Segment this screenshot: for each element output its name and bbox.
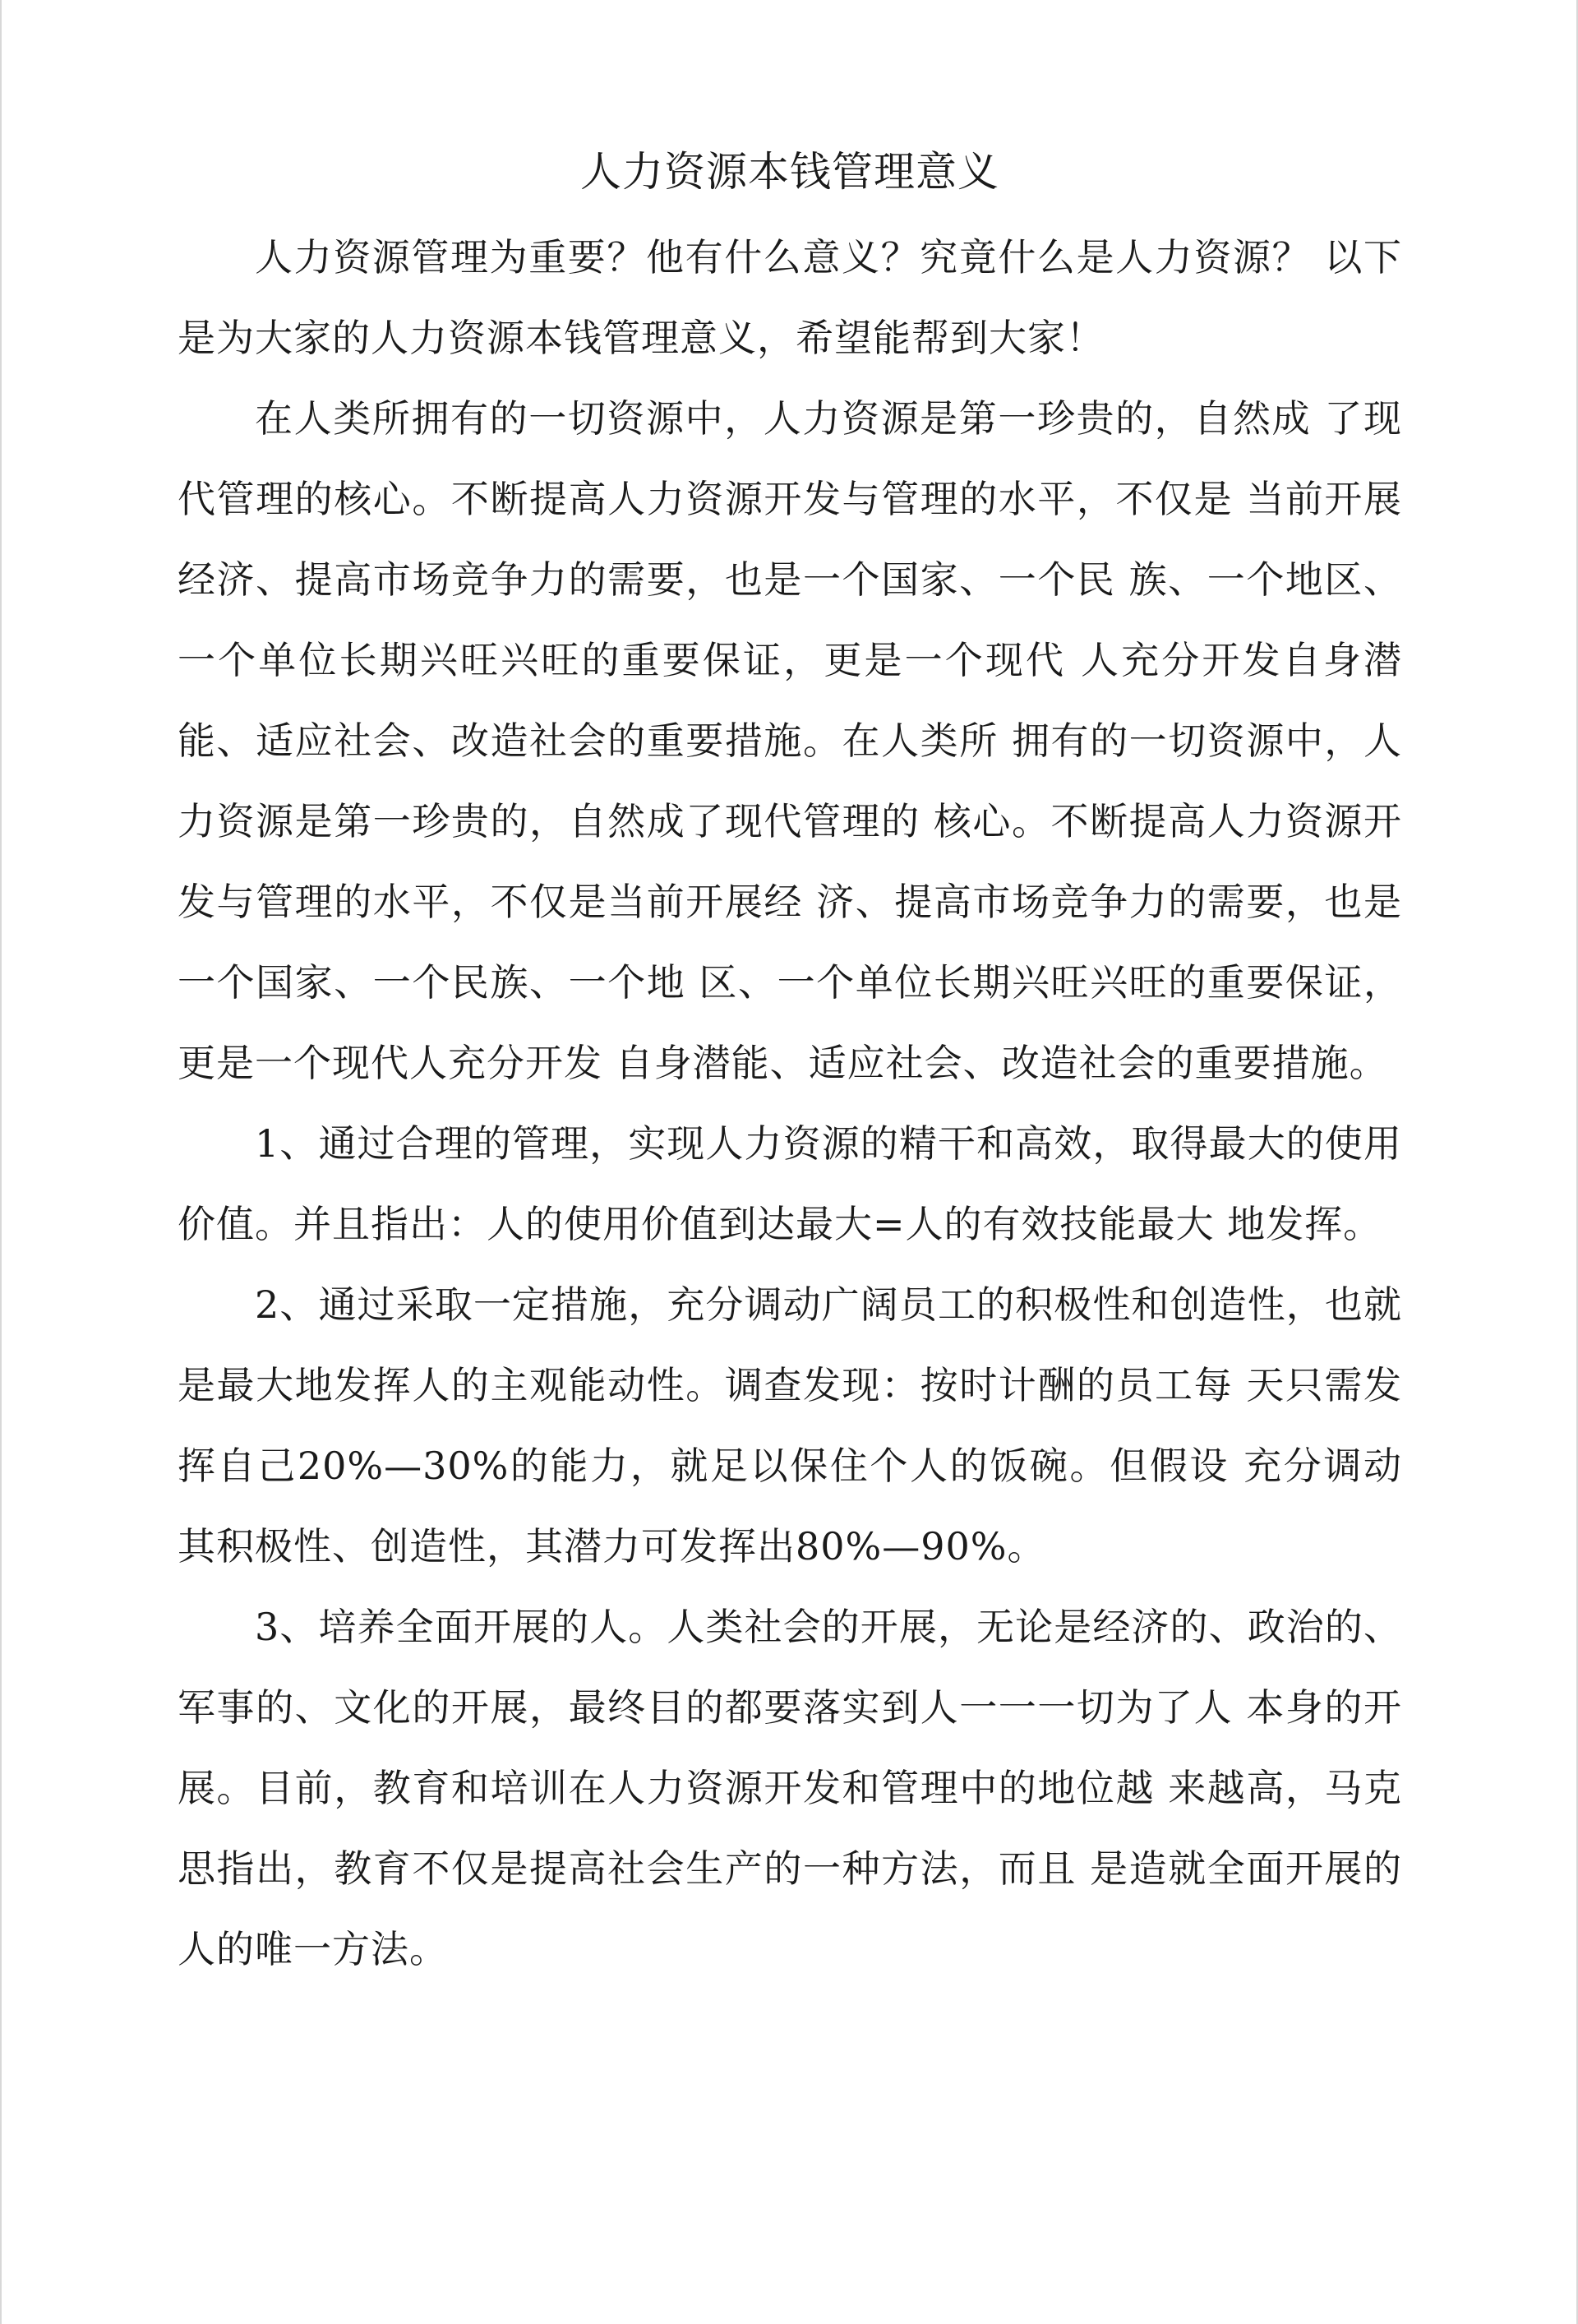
document-body (178, 138, 1402, 1989)
paragraph-importance: 在人类所拥有的一切资源中，人力资源是第一珍贵的，自然成 了现代管理的核心。不断提高人力资源开发与管理的水平，不仅是 当前开展经济、提高市场竞争力的需要，也是一个国家、一个民 族、一个地区、一个单位长期兴旺兴旺的重要保证，更是一个现代 人充分开发自身潜能、适应社会、改造社会的重要措施。在人类所 拥有的一切资源中，人力资源是第一珍贵的，自然成了现代管理的 核心。不断提高人力资源开发与管理的水平，不仅是当前开展经 济、提高市场竞争力的需要，也是一个国家、一个民族、一个地 区、一个单位长期兴旺兴旺的重要保证，更是一个现代人充分开发 自身潜能、适应社会、改造社会的重要措施。 (178, 396, 1402, 1085)
paragraph-point-1: 1、通过合理的管理，实现人力资源的精干和高效，取得最大的使用价值。并且指出：人的使用价值到达最大=人的有效技能最大 地发挥。 (178, 1121, 1402, 1246)
paragraph-point-2: 2、通过采取一定措施，充分调动广阔员工的积极性和创造性，也就是最大地发挥人的主观能动性。调查发现：按时计酬的员工每 天只需发挥自己20%—30%的能力，就足以保住个人的饭碗。但假设 充分调动其积极性、创造性，其潜力可发挥出80%—90%。 (178, 1282, 1402, 1569)
document-title: 人力资源本钱管理意义 (580, 148, 999, 196)
paragraph-point-3: 3、培养全面开展的人。人类社会的开展，无论是经济的、政治的、军事的、文化的开展，最终目的都要落实到人一一一切为了人 本身的开展。目前，教育和培训在人力资源开发和管理中的地位越 来越高，马克思指出，教育不仅是提高社会生产的一种方法，而且 是造就全面开展的人的唯一方法。 (178, 1605, 1402, 1971)
paragraph-intro: 人力资源管理为重要？他有什么意义？究竟什么是人力资源？ 以下是为大家的人力资源本钱管理意义，希望能帮到大家！ (178, 235, 1402, 360)
